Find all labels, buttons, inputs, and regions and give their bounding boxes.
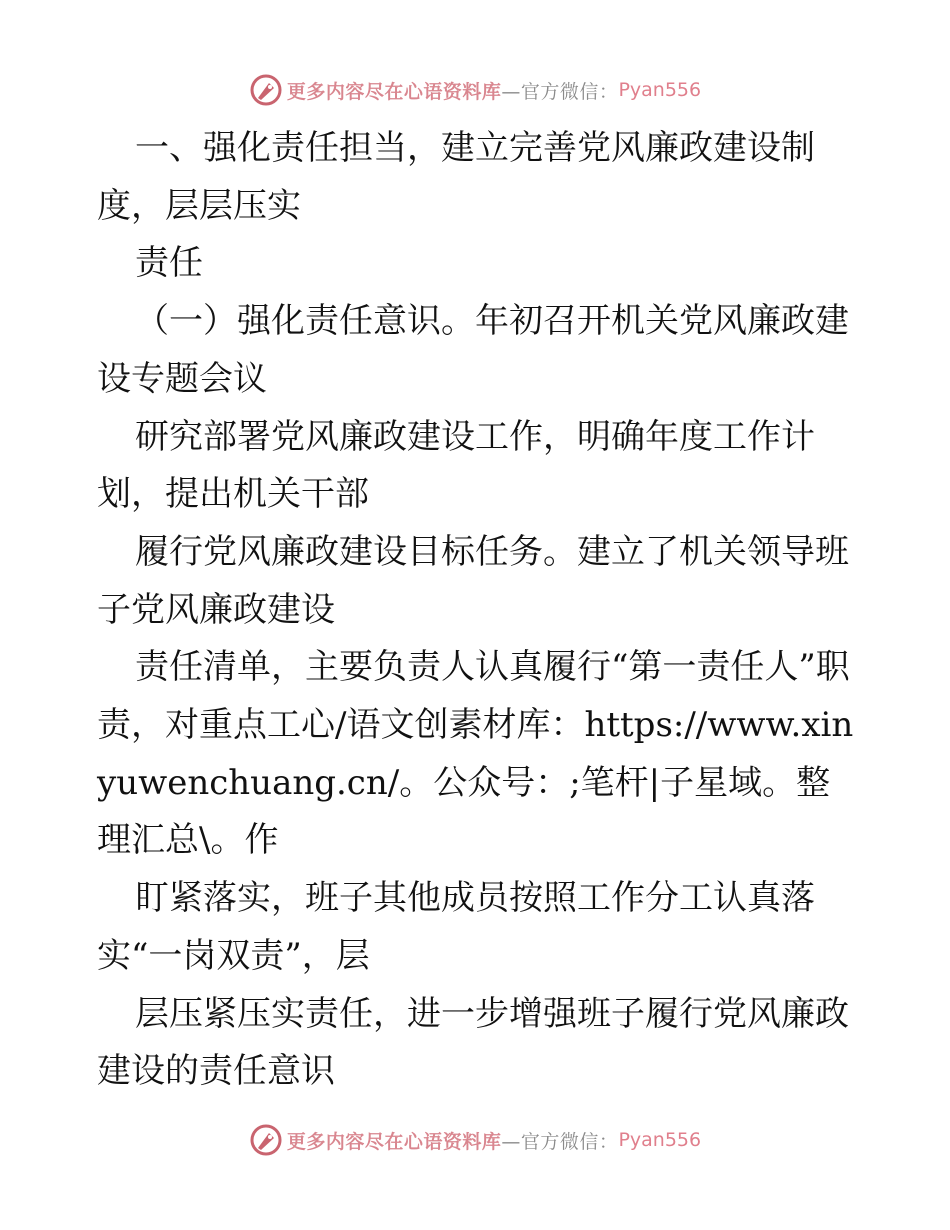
paragraph: 一、强化责任担当，建立完善党风廉政建设制度，层层压实 [97, 128, 815, 226]
pen-nib-logo-icon [249, 1123, 283, 1157]
footer-watermark [0, 1120, 950, 1160]
document-body [97, 120, 857, 1101]
watermark-wechat-label: —官方微信： [501, 80, 619, 103]
watermark-wechat-id: Pyan556 [618, 79, 702, 101]
watermark-wechat-id: Pyan556 [618, 1129, 702, 1151]
watermark-site-name: 更多内容尽在心语资料库 [286, 80, 502, 103]
paragraph: 责任 [135, 243, 203, 284]
paragraph: 层压紧压实责任，进一步增强班子履行党风廉政建设的责任意识 [97, 993, 849, 1092]
paragraph: 研究部署党风廉政建设工作，明确年度工作计划，提出机关干部 [97, 416, 815, 515]
watermark-wechat-label: —官方微信： [501, 1130, 619, 1153]
paragraph: 履行党风廉政建设目标任务。建立了机关领导班子党风廉政建设 [97, 531, 849, 630]
watermark-site-name: 更多内容尽在心语资料库 [286, 1130, 502, 1153]
paragraph: 责任清单，主要负责人认真履行“第一责任人”职责，对重点工心/语文创素材库：https://www.xinyuwenchuang.cn/。公众号：;笔杆|子星域。整理汇总\。作 [97, 647, 854, 861]
paragraph: （一）强化责任意识。年初召开机关党风廉政建设专题会议 [97, 301, 849, 399]
paragraph: 盯紧落实，班子其他成员按照工作分工认真落实“一岗双责”，层 [97, 878, 815, 976]
header-watermark [0, 70, 950, 110]
pen-nib-logo-icon [249, 73, 283, 107]
